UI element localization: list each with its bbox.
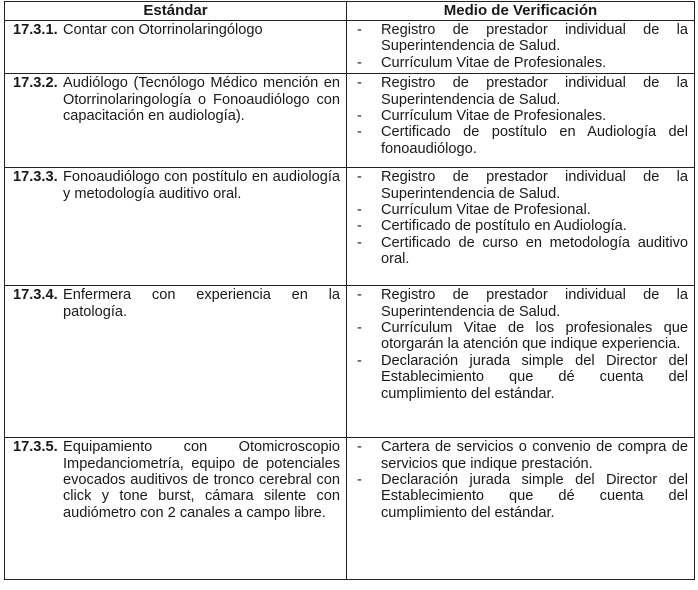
- standard-text: Audiólogo (Tecnólogo Médico mención en Otorrinolaringología o Fonoaudiólogo con capacitación en audiología).: [63, 75, 340, 125]
- verification-text: Currículum Vitae de los profesionales que otorgarán la atención que indique experiencia.: [381, 320, 688, 353]
- verification-text: Registro de prestador individual de la Superintendencia de Salud.: [381, 22, 688, 55]
- verification-text: Certificado de postítulo en Audiología del fonoaudiólogo.: [381, 124, 688, 157]
- list-item: - Certificado de curso en metodología auditivo oral.: [357, 234, 688, 268]
- list-item: - Currículum Vitae de Profesionales.: [353, 55, 688, 71]
- verification-text: Cartera de servicios o convenio de compra de servicios que indique prestación.: [381, 439, 688, 472]
- header-standard: Estándar: [5, 2, 347, 21]
- list-item: - Certificado de postítulo en Audiología del fonoaudiólogo.: [357, 124, 688, 157]
- verification-text: Currículum Vitae de Profesionales.: [381, 108, 607, 125]
- verification-text: Declaración jurada simple del Director del Establecimiento que dé cuenta del cumplimiento del estándar.: [381, 472, 688, 521]
- standard-text: Contar con Otorrinolaringólogo: [63, 22, 263, 38]
- table-row: [5, 21, 695, 74]
- list-item: - Certificado de postítulo en Audiología.: [353, 218, 688, 234]
- header-verification: Medio de Verificación: [347, 2, 695, 21]
- standards-table: [4, 1, 695, 580]
- table-row: [5, 286, 695, 438]
- standard-text: Fonoaudiólogo con postítulo en audiología y metodología auditivo oral.: [63, 169, 340, 202]
- list-item: - Registro de prestador individual de la Superintendencia de Salud.: [357, 22, 688, 55]
- standard-code: 17.3.4.: [13, 287, 58, 304]
- verification-cell: [347, 168, 695, 286]
- verification-text: Declaración jurada simple del Director del Establecimiento que dé cuenta del cumplimiento del estándar.: [381, 352, 688, 402]
- list-item: - Cartera de servicios o convenio de compra de servicios que indique prestación.: [357, 439, 688, 472]
- list-item: - Registro de prestador individual de la Superintendencia de Salud.: [357, 169, 688, 202]
- standard-code: 17.3.3.: [13, 169, 58, 186]
- list-item: - Declaración jurada simple del Director del Establecimiento que dé cuenta del cumplimiento del estándar.: [357, 352, 688, 402]
- list-item: - Declaración jurada simple del Director del Establecimiento que dé cuenta del cumplimiento del estándar.: [357, 472, 688, 521]
- standard-cell: [5, 74, 347, 168]
- table-row: [5, 168, 695, 286]
- verification-text: Certificado de curso en metodología auditivo oral.: [381, 234, 688, 268]
- list-item: - Currículum Vitae de Profesional.: [353, 202, 688, 218]
- table-row: [5, 74, 695, 168]
- list-item: - Registro de prestador individual de la Superintendencia de Salud.: [357, 287, 688, 320]
- standard-text: Equipamiento con Otomicroscopio Impedanciometría, equipo de potenciales evocados auditivos de tronco cerebral con click y tone burst, cámara silente con audiómetro con 2 canales a campo libre.: [63, 439, 340, 521]
- verification-text: Registro de prestador individual de la Superintendencia de Salud.: [381, 287, 688, 320]
- verification-text: Currículum Vitae de Profesional.: [381, 202, 591, 219]
- list-item: - Currículum Vitae de los profesionales que otorgarán la atención que indique experiencia.: [357, 320, 688, 353]
- standard-code: 17.3.1.: [13, 22, 58, 38]
- verification-cell: [347, 74, 695, 168]
- standard-cell: [5, 21, 347, 74]
- list-item: - Currículum Vitae de Profesionales.: [353, 108, 688, 124]
- standard-cell: [5, 438, 347, 580]
- verification-text: Registro de prestador individual de la Superintendencia de Salud.: [381, 75, 688, 108]
- header-row: [5, 2, 695, 21]
- standard-text: Enfermera con experiencia en la patología.: [63, 287, 340, 320]
- standard-code: 17.3.2.: [13, 75, 58, 92]
- list-item: - Registro de prestador individual de la Superintendencia de Salud.: [357, 75, 688, 108]
- verification-text: Certificado de postítulo en Audiología.: [381, 218, 627, 235]
- verification-cell: [347, 438, 695, 580]
- standard-cell: [5, 286, 347, 438]
- standard-code: 17.3.5.: [13, 439, 58, 456]
- table-row: [5, 438, 695, 580]
- standard-cell: [5, 168, 347, 286]
- verification-text: Currículum Vitae de Profesionales.: [381, 54, 607, 71]
- verification-cell: [347, 286, 695, 438]
- verification-text: Registro de prestador individual de la Superintendencia de Salud.: [381, 169, 688, 202]
- verification-cell: [347, 21, 695, 74]
